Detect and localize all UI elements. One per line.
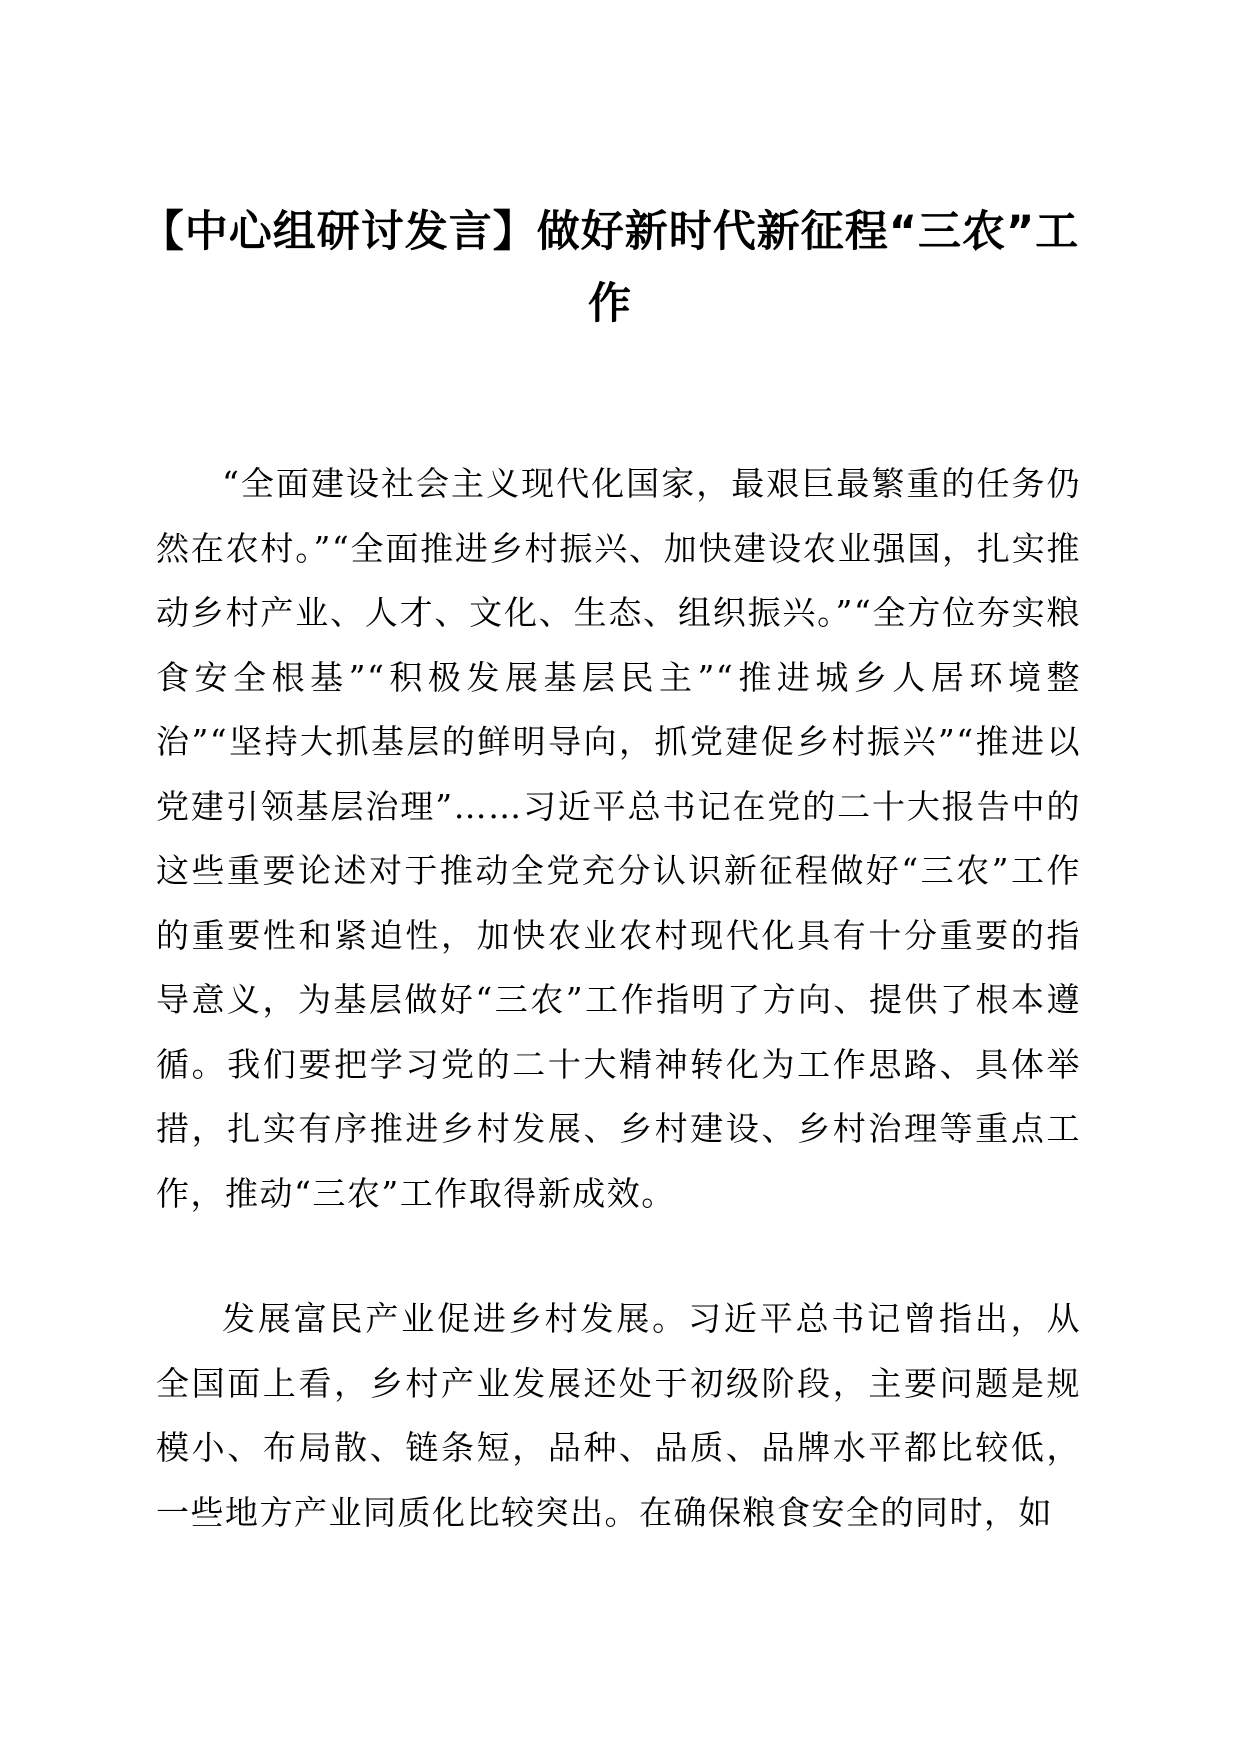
paragraph-industry: 发展富民产业促进乡村发展。习近平总书记曾指出，从全国面上看，乡村产业发展还处于初级阶段，主要问题是规模小、布局散、链条短，品种、品质、品牌水平都比较低，一些地方产业同质化比较突出。在确保粮食安全的同时，如 [156, 1299, 1081, 1532]
document-title: 【中心组研讨发言】做好新时代新征程“三农”工作 [140, 207, 1080, 329]
paragraph-intro: “全面建设社会主义现代化国家，最艰巨最繁重的任务仍然在农村。”“全面推进乡村振兴、加快建设农业强国，扎实推动乡村产业、人才、文化、生态、组织振兴。”“全方位夯实粮食安全根基”“积极发展基层民主”“推进城乡人居环境整治”“坚持大抓基层的鲜明导向，抓党建促乡村振兴”“推进以党建引领基层治理”……习近平总书记在党的二十大报告中的这些重要论述对于推动全党充分认识新征程做好“三农”工作的重要性和紧迫性，加快农业农村现代化具有十分重要的指导意义，为基层做好“三农”工作指明了方向、提供了根本遵循。我们要把学习党的二十大精神转化为工作思路、具体举措，扎实有序推进乡村发展、乡村建设、乡村治理等重点工作，推动“三农”工作取得新成效。 [156, 464, 1081, 1213]
